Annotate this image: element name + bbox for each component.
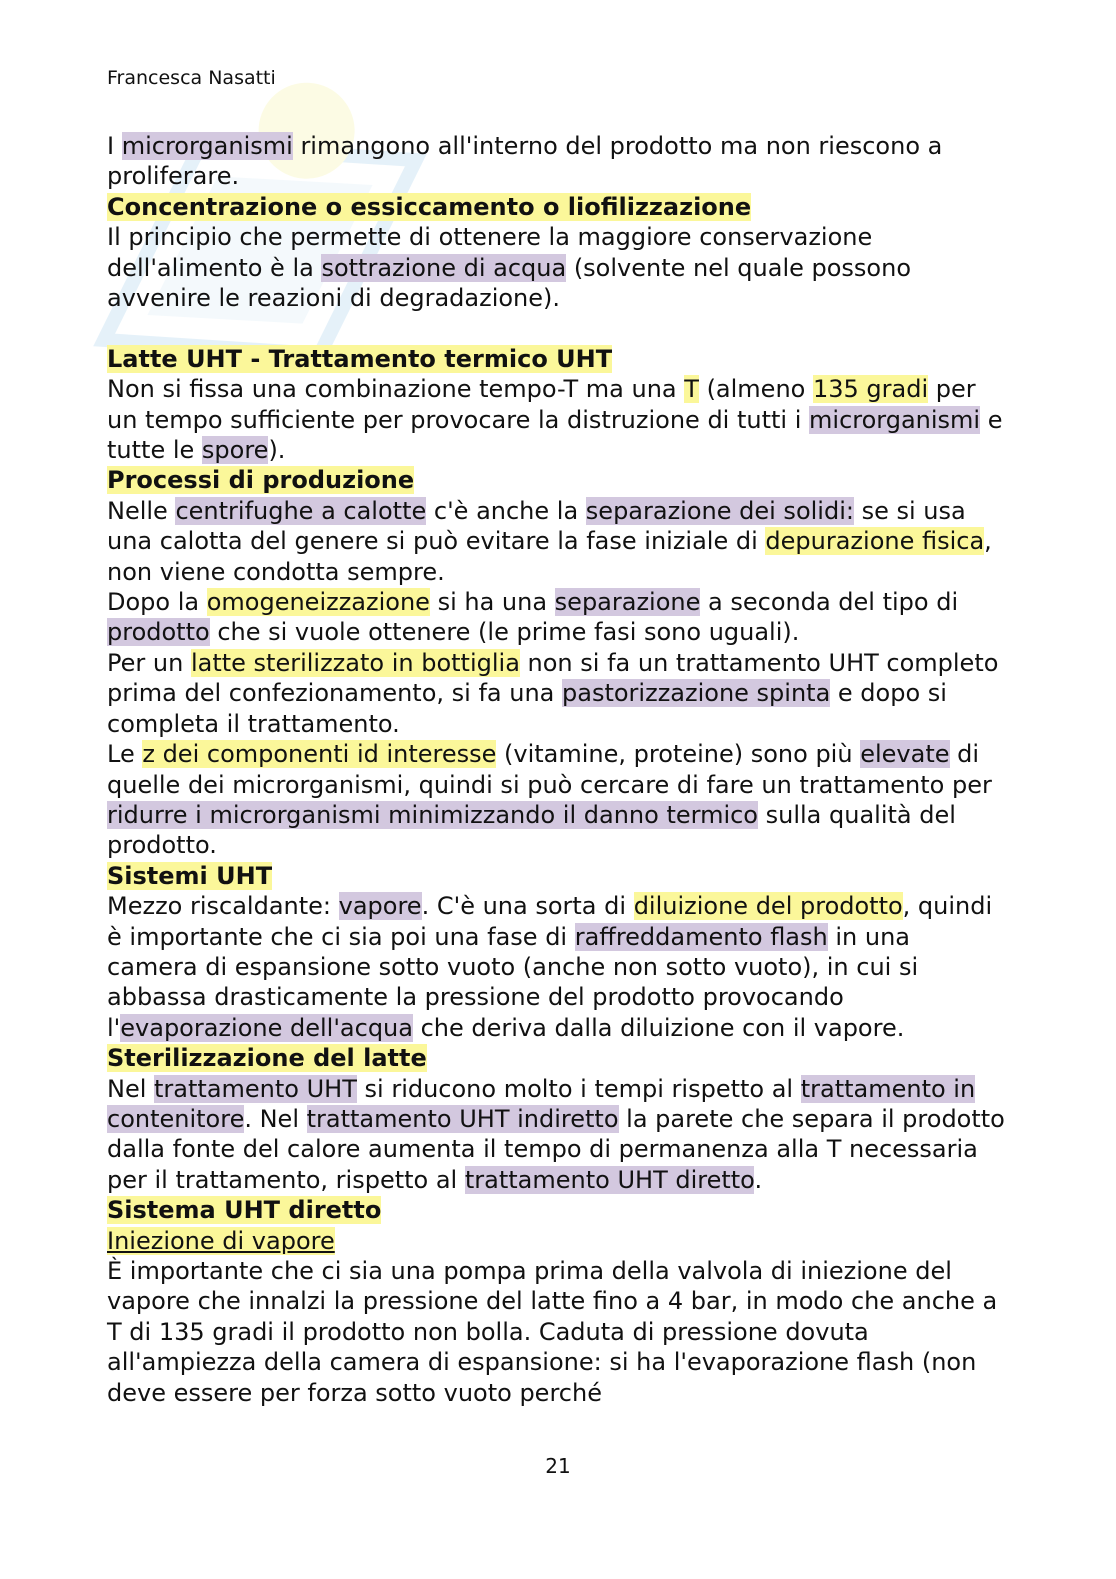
text-run: si ha una bbox=[429, 588, 555, 617]
text-run: c'è anche la bbox=[426, 496, 586, 525]
highlight-purple: separazione bbox=[554, 588, 701, 617]
highlight-purple: vapore bbox=[338, 892, 422, 921]
section-heading bbox=[107, 861, 1007, 891]
text-run: . bbox=[754, 1165, 763, 1194]
paragraph bbox=[107, 131, 1007, 192]
highlight-purple: sottrazione di acqua bbox=[321, 253, 567, 282]
highlight-yellow: z dei componenti id interesse bbox=[142, 740, 497, 769]
highlight-purple: raffreddamento flash bbox=[574, 922, 828, 951]
paragraph bbox=[107, 891, 1007, 1043]
highlight-purple: centrifughe a calotte bbox=[175, 496, 427, 525]
text-run: che si vuole ottenere (le prime fasi sono uguali). bbox=[209, 618, 800, 647]
paragraph: È importante che ci sia una pompa prima della valvola di iniezione del vapore che innalzi la pressione del latte fino a 4 bar, in modo che anche a T di 135 gradi il prodotto non bolla. Caduta di pressione dovuta all'ampiezza della camera di espansione: si ha l'evaporazione flash (non deve essere per forza sotto vuoto perché bbox=[107, 1257, 998, 1407]
text-run: per un tempo sufficiente per provocare la distruzione di tutti i bbox=[107, 375, 976, 434]
heading-text: Sistema UHT diretto bbox=[107, 1196, 382, 1225]
text-run: Nel bbox=[107, 1074, 155, 1103]
highlight-yellow: 135 gradi bbox=[812, 375, 929, 404]
paragraph bbox=[107, 496, 1007, 587]
highlight-purple: separazione dei solidi: bbox=[585, 496, 854, 525]
text-run: Mezzo riscaldante: bbox=[107, 892, 339, 921]
text-run: ). bbox=[268, 436, 286, 465]
heading-text: Concentrazione o essiccamento o liofilizzazione bbox=[107, 192, 752, 221]
paragraph bbox=[107, 587, 1007, 648]
section-heading bbox=[107, 192, 1007, 222]
section-heading bbox=[107, 1043, 1007, 1073]
highlight-purple: trattamento UHT diretto bbox=[464, 1165, 755, 1194]
text-run: a seconda del tipo di bbox=[700, 588, 959, 617]
heading-text: Sterilizzazione del latte bbox=[107, 1044, 427, 1073]
paragraph bbox=[107, 1074, 1007, 1196]
highlight-purple: elevate bbox=[860, 740, 950, 769]
section-heading bbox=[107, 1195, 1007, 1225]
text-run: se si usa una calotta del genere si può evitare la fase iniziale di bbox=[107, 496, 966, 556]
page-content bbox=[107, 131, 1007, 1408]
blank-line bbox=[107, 313, 1007, 343]
highlight-yellow: depurazione fisica bbox=[765, 527, 985, 556]
text-run: che deriva dalla diluizione con il vapore. bbox=[412, 1013, 905, 1042]
author-name: Francesca Nasatti bbox=[107, 67, 276, 89]
highlight-purple: microrganismi bbox=[809, 405, 981, 434]
heading-text: Sistemi UHT bbox=[107, 861, 273, 890]
text-run: di quelle dei microrganismi, quindi si può cercare di fare un trattamento per bbox=[107, 740, 992, 799]
text-run: e dopo si completa il trattamento. bbox=[107, 679, 947, 738]
paragraph bbox=[107, 739, 1007, 861]
text-run: . C'è una sorta di bbox=[421, 892, 634, 921]
highlight-purple: ridurre i microrganismi minimizzando il danno termico bbox=[107, 800, 758, 829]
section-heading bbox=[107, 465, 1007, 495]
text-run: (solvente nel quale possono avvenire le reazioni di degradazione). bbox=[107, 253, 912, 313]
highlight-purple: microrganismi bbox=[121, 132, 293, 160]
text-run: Dopo la bbox=[107, 588, 207, 617]
page-number: 21 bbox=[545, 1454, 571, 1478]
text-run: (almeno bbox=[698, 375, 813, 404]
highlight-purple: spore bbox=[201, 436, 269, 465]
section-heading bbox=[107, 344, 1007, 374]
paragraph bbox=[107, 374, 1007, 465]
paragraph bbox=[107, 222, 1007, 313]
text-run: I bbox=[107, 132, 122, 160]
text-run: e tutte le bbox=[107, 405, 1003, 465]
highlight-purple: trattamento in contenitore bbox=[107, 1074, 976, 1133]
text-run: Non si fissa una combinazione tempo-T ma una bbox=[107, 375, 685, 404]
text-run: rimangono all'interno del prodotto ma non riescono a proliferare. bbox=[107, 132, 943, 191]
heading-text: Latte UHT - Trattamento termico UHT bbox=[107, 344, 613, 373]
highlight-yellow: omogeneizzazione bbox=[206, 588, 430, 617]
highlight-purple: trattamento UHT indiretto bbox=[306, 1104, 619, 1133]
highlight-yellow: T bbox=[684, 375, 699, 404]
text-run: la parete che separa il prodotto dalla fonte del calore aumenta il tempo di permanenza alla T necessaria per il trattamento, rispetto al bbox=[107, 1104, 1005, 1194]
text-run: , quindi è importante che ci sia poi una fase di bbox=[107, 892, 993, 951]
text-run: in una camera di espansione sotto vuoto (anche non sotto vuoto), in cui si abbassa drasticamente la pressione del prodotto provocando l' bbox=[107, 922, 919, 1042]
text-run: si riducono molto i tempi rispetto al bbox=[356, 1074, 801, 1103]
text-run: Per un bbox=[107, 648, 191, 677]
highlight-purple: prodotto bbox=[107, 618, 210, 647]
text-run: Le bbox=[107, 740, 143, 769]
highlight-purple: evaporazione dell'acqua bbox=[120, 1013, 413, 1042]
text-run: , non viene condotta sempre. bbox=[107, 527, 992, 586]
heading-text: Processi di produzione bbox=[107, 466, 415, 495]
paragraph bbox=[107, 648, 1007, 739]
subheading-text: Iniezione di vapore bbox=[107, 1226, 335, 1255]
text-run: sulla qualità del prodotto. bbox=[107, 800, 956, 860]
subheading bbox=[107, 1226, 1007, 1256]
highlight-yellow: diluizione del prodotto bbox=[633, 892, 903, 921]
text-run: non si fa un trattamento UHT completo prima del confezionamento, si fa una bbox=[107, 648, 999, 708]
highlight-yellow: latte sterilizzato in bottiglia bbox=[190, 648, 520, 677]
text-run: Il principio che permette di ottenere la maggiore conservazione dell'alimento è la bbox=[107, 223, 873, 282]
text-run: (vitamine, proteine) sono più bbox=[496, 740, 861, 769]
highlight-purple: pastorizzazione spinta bbox=[562, 679, 831, 708]
text-run: . Nel bbox=[244, 1104, 307, 1133]
text-run: Nelle bbox=[107, 496, 176, 525]
highlight-purple: trattamento UHT bbox=[154, 1074, 357, 1103]
